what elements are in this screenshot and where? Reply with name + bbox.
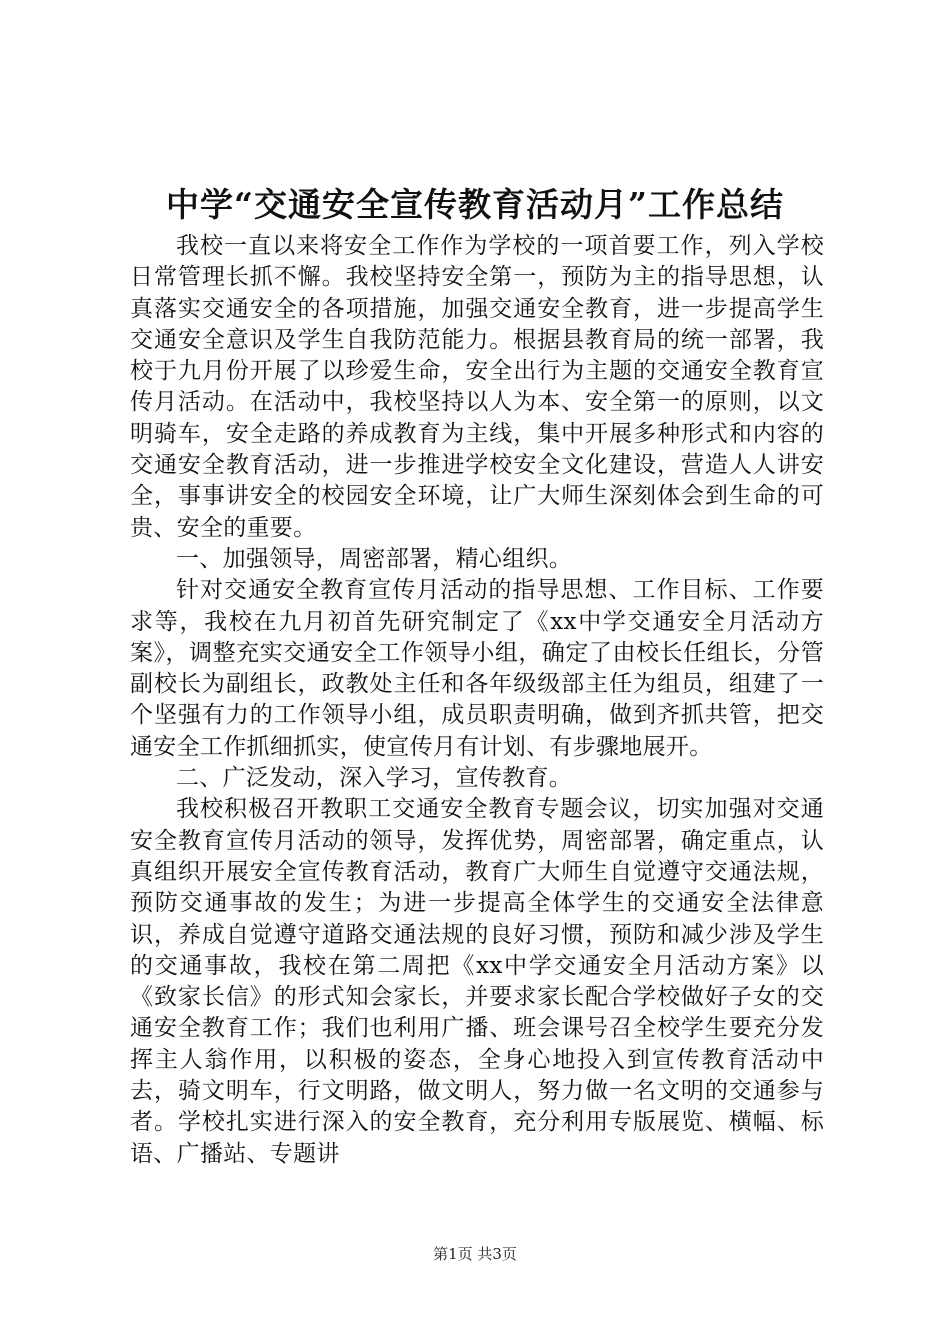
document-title: 中学“交通安全宣传教育活动月”工作总结 bbox=[166, 185, 784, 224]
paragraph-section-1: 针对交通安全教育宣传月活动的指导思想、工作目标、工作要求等，我校在九月初首先研究制定了《xx中学交通安全月活动方案》，调整充实交通安全工作领导小组，确定了由校长任组长，分管副校长为副组长，政教处主任和各年级级部主任为组员，组建了一个坚强有力的工作领导小组，成员职责明确，做到齐抓共管，把交通安全工作抓细抓实，使宣传月有计划、有步骤地展开。 bbox=[130, 577, 824, 760]
paragraph-intro: 我校一直以来将安全工作作为学校的一项首要工作，列入学校日常管理长抓不懈。我校坚持安全第一，预防为主的指导思想，认真落实交通安全的各项措施，加强交通安全教育，进一步提高学生交通安全意识及学生自我防范能力。根据县教育局的统一部署，我校于九月份开展了以珍爱生命，安全出行为主题的交通安全教育宣传月活动。在活动中，我校坚持以人为本、安全第一的原则，以文明骑车，安全走路的养成教育为主线，集中开展多种形式和内容的交通安全教育活动，进一步推进学校安全文化建设，营造人人讲安全，事事讲安全的校园安全环境，让广大师生深刻体会到生命的可贵、安全的重要。 bbox=[130, 233, 824, 541]
document-body bbox=[130, 231, 824, 1170]
section-heading-1: 一、加强领导，周密部署，精心组织。 bbox=[176, 545, 573, 572]
page-number-footer: 第1页 共3页 bbox=[433, 1245, 517, 1263]
section-heading-2: 二、广泛发动，深入学习，宣传教育。 bbox=[176, 765, 573, 792]
paragraph-section-2: 我校积极召开教职工交通安全教育专题会议，切实加强对交通安全教育宣传月活动的领导，发挥优势，周密部署，确定重点，认真组织开展安全宣传教育活动，教育广大师生自觉遵守交通法规，预防交通事故的发生；为进一步提高全体学生的交通安全法律意识，养成自觉遵守道路交通法规的良好习惯，预防和减少涉及学生的交通事故，我校在第二周把《xx中学交通安全月活动方案》以《致家长信》的形式知会家长，并要求家长配合学校做好子女的交通安全教育工作；我们也利用广播、班会课号召全校学生要充分发挥主人翁作用，以积极的姿态，全身心地投入到宣传教育活动中去，骑文明车，行文明路，做文明人，努力做一名文明的交通参与者。学校扎实进行深入的安全教育，充分利用专版展览、横幅、标语、广播站、专题讲 bbox=[130, 796, 824, 1167]
